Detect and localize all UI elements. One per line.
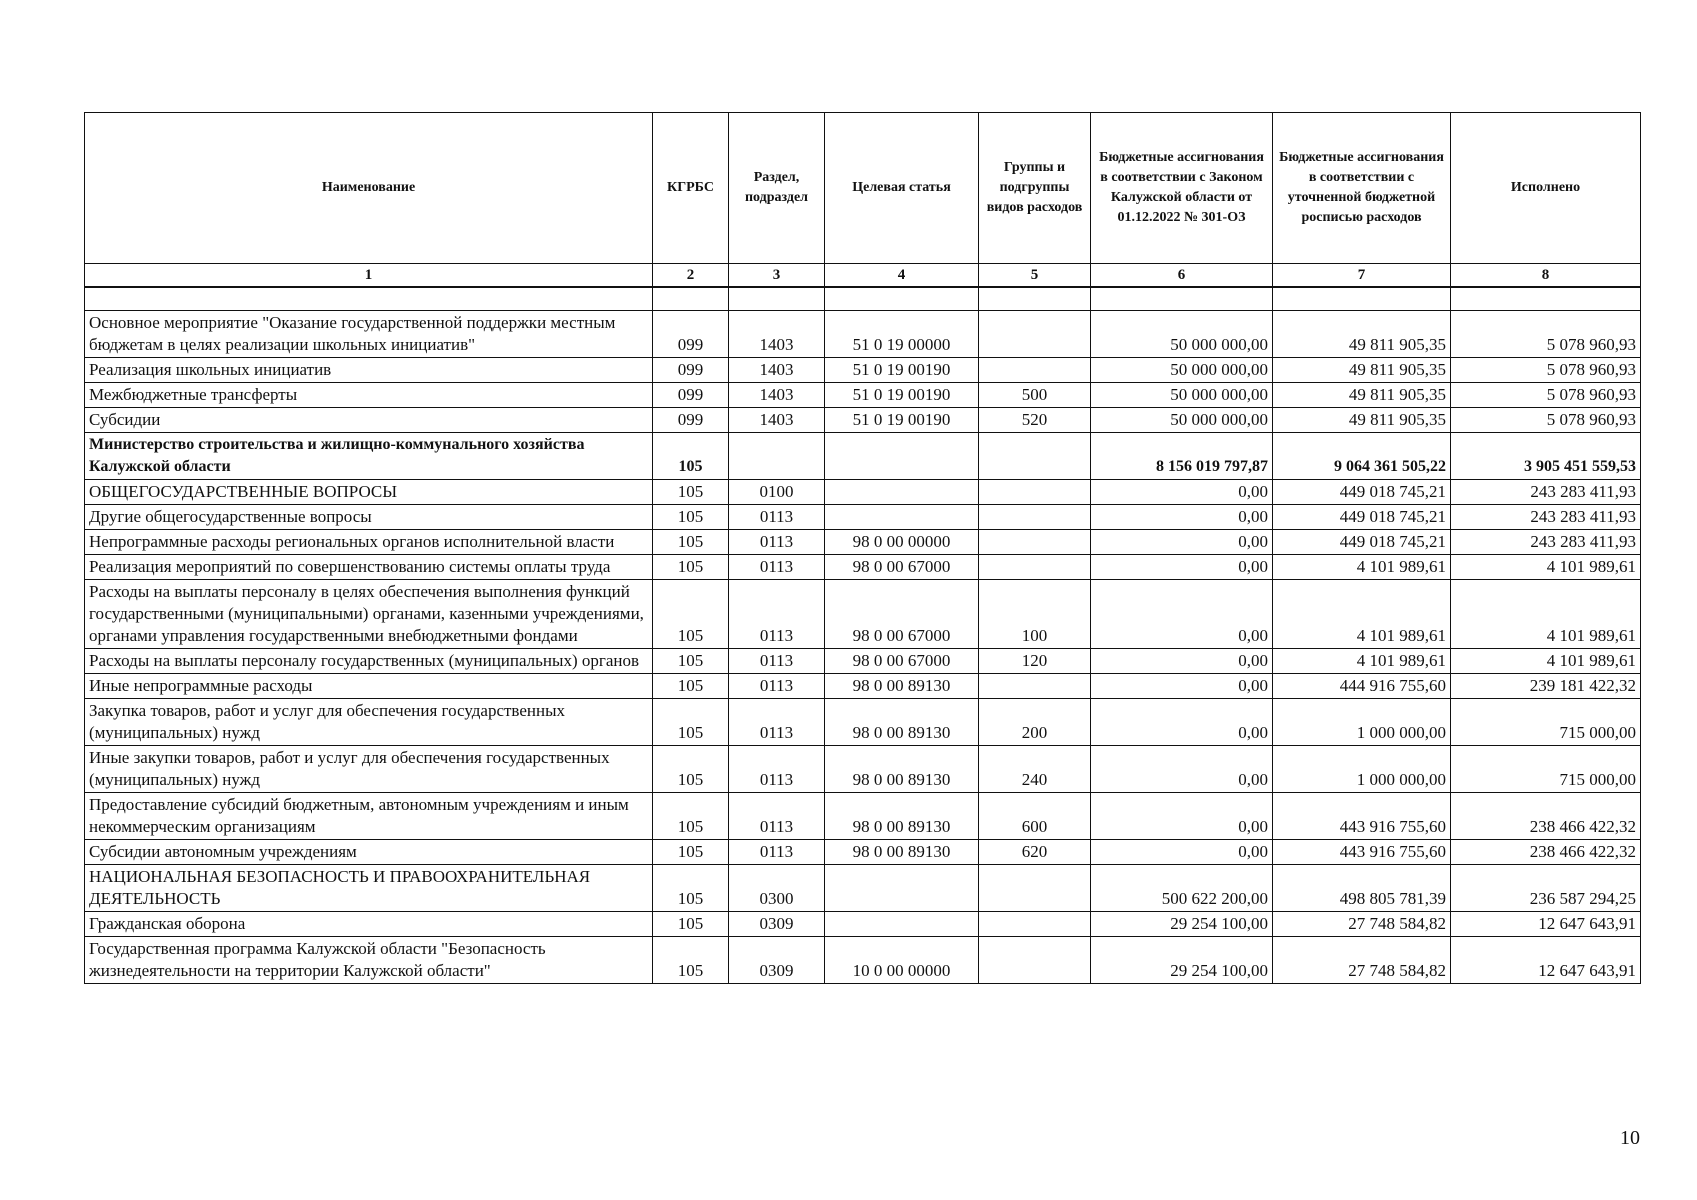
row-razdel: 0113 [729, 649, 825, 674]
row-expense-group: 620 [979, 840, 1091, 865]
row-law-allocation: 0,00 [1091, 746, 1273, 793]
row-refined-allocation: 9 064 361 505,22 [1273, 433, 1451, 480]
row-razdel: 0113 [729, 505, 825, 530]
column-number: 7 [1273, 264, 1451, 288]
row-kgrbs: 099 [653, 408, 729, 433]
row-law-allocation: 50 000 000,00 [1091, 358, 1273, 383]
row-name: ОБЩЕГОСУДАРСТВЕННЫЕ ВОПРОСЫ [85, 480, 653, 505]
row-expense-group: 600 [979, 793, 1091, 840]
row-refined-allocation: 27 748 584,82 [1273, 912, 1451, 937]
row-law-allocation: 0,00 [1091, 699, 1273, 746]
row-executed: 4 101 989,61 [1451, 649, 1641, 674]
row-target-article: 98 0 00 89130 [825, 674, 979, 699]
row-executed: 715 000,00 [1451, 699, 1641, 746]
row-razdel: 0113 [729, 555, 825, 580]
row-name: Непрограммные расходы региональных органов исполнительной власти [85, 530, 653, 555]
row-expense-group [979, 674, 1091, 699]
row-target-article [825, 912, 979, 937]
row-name: Реализация мероприятий по совершенствованию системы оплаты труда [85, 555, 653, 580]
row-expense-group [979, 865, 1091, 912]
row-refined-allocation: 4 101 989,61 [1273, 555, 1451, 580]
row-law-allocation: 0,00 [1091, 649, 1273, 674]
table-row [85, 530, 1641, 555]
row-kgrbs: 099 [653, 311, 729, 358]
row-name: Другие общегосударственные вопросы [85, 505, 653, 530]
column-number: 3 [729, 264, 825, 288]
header-name: Наименование [85, 113, 653, 264]
table-row [85, 865, 1641, 912]
row-target-article: 98 0 00 67000 [825, 580, 979, 649]
header-razdel: Раздел, подраздел [729, 113, 825, 264]
row-razdel: 0300 [729, 865, 825, 912]
row-expense-group: 200 [979, 699, 1091, 746]
table-row [85, 580, 1641, 649]
row-kgrbs: 105 [653, 505, 729, 530]
row-kgrbs: 099 [653, 358, 729, 383]
table-row [85, 793, 1641, 840]
row-target-article [825, 433, 979, 480]
spacer-row [85, 287, 1641, 311]
row-razdel: 0113 [729, 840, 825, 865]
table-row [85, 674, 1641, 699]
row-target-article: 10 0 00 00000 [825, 937, 979, 984]
row-name: Реализация школьных инициатив [85, 358, 653, 383]
table-row [85, 912, 1641, 937]
row-expense-group: 520 [979, 408, 1091, 433]
table-row [85, 480, 1641, 505]
row-executed: 5 078 960,93 [1451, 358, 1641, 383]
row-razdel: 0113 [729, 674, 825, 699]
header-refined-allocations: Бюджетные ассигнования в соответствии с уточненной бюджетной росписью расходов [1273, 113, 1451, 264]
row-target-article: 98 0 00 00000 [825, 530, 979, 555]
row-target-article: 51 0 19 00190 [825, 383, 979, 408]
table-row [85, 433, 1641, 480]
row-target-article [825, 865, 979, 912]
column-number: 8 [1451, 264, 1641, 288]
row-law-allocation: 0,00 [1091, 674, 1273, 699]
row-razdel: 0100 [729, 480, 825, 505]
row-razdel: 0113 [729, 530, 825, 555]
row-name: Иные непрограммные расходы [85, 674, 653, 699]
row-executed: 239 181 422,32 [1451, 674, 1641, 699]
row-law-allocation: 8 156 019 797,87 [1091, 433, 1273, 480]
table-row [85, 746, 1641, 793]
page-number: 10 [1620, 1127, 1640, 1149]
row-refined-allocation: 449 018 745,21 [1273, 480, 1451, 505]
row-executed: 4 101 989,61 [1451, 555, 1641, 580]
row-expense-group [979, 480, 1091, 505]
row-name: Иные закупки товаров, работ и услуг для обеспечения государственных (муниципальных) нужд [85, 746, 653, 793]
row-name: Закупка товаров, работ и услуг для обеспечения государственных (муниципальных) нужд [85, 699, 653, 746]
row-refined-allocation: 1 000 000,00 [1273, 699, 1451, 746]
row-refined-allocation: 449 018 745,21 [1273, 530, 1451, 555]
row-razdel: 1403 [729, 383, 825, 408]
row-law-allocation: 29 254 100,00 [1091, 937, 1273, 984]
table-row [85, 937, 1641, 984]
row-refined-allocation: 1 000 000,00 [1273, 746, 1451, 793]
header-law-allocations: Бюджетные ассигнования в соответствии с Законом Калужской области от 01.12.2022 № 301-ОЗ [1091, 113, 1273, 264]
row-razdel: 0113 [729, 746, 825, 793]
row-kgrbs: 105 [653, 912, 729, 937]
row-refined-allocation: 49 811 905,35 [1273, 383, 1451, 408]
row-expense-group [979, 937, 1091, 984]
row-expense-group [979, 505, 1091, 530]
row-target-article: 51 0 19 00190 [825, 408, 979, 433]
row-executed: 715 000,00 [1451, 746, 1641, 793]
row-target-article: 98 0 00 89130 [825, 699, 979, 746]
row-razdel [729, 433, 825, 480]
row-law-allocation: 0,00 [1091, 480, 1273, 505]
row-name: Министерство строительства и жилищно-коммунального хозяйства Калужской области [85, 433, 653, 480]
header-row [85, 113, 1641, 264]
row-law-allocation: 0,00 [1091, 793, 1273, 840]
column-number: 1 [85, 264, 653, 288]
row-executed: 5 078 960,93 [1451, 408, 1641, 433]
row-name: Основное мероприятие "Оказание государственной поддержки местным бюджетам в целях реализации школьных инициатив" [85, 311, 653, 358]
row-law-allocation: 50 000 000,00 [1091, 408, 1273, 433]
row-law-allocation: 0,00 [1091, 555, 1273, 580]
row-refined-allocation: 498 805 781,39 [1273, 865, 1451, 912]
row-law-allocation: 29 254 100,00 [1091, 912, 1273, 937]
row-refined-allocation: 27 748 584,82 [1273, 937, 1451, 984]
column-number: 6 [1091, 264, 1273, 288]
row-executed: 238 466 422,32 [1451, 793, 1641, 840]
table-row [85, 699, 1641, 746]
row-law-allocation: 50 000 000,00 [1091, 311, 1273, 358]
row-refined-allocation: 4 101 989,61 [1273, 580, 1451, 649]
row-executed: 3 905 451 559,53 [1451, 433, 1641, 480]
table-row [85, 383, 1641, 408]
row-kgrbs: 105 [653, 674, 729, 699]
row-law-allocation: 0,00 [1091, 840, 1273, 865]
row-refined-allocation: 443 916 755,60 [1273, 793, 1451, 840]
row-name: Межбюджетные трансферты [85, 383, 653, 408]
row-name: Гражданская оборона [85, 912, 653, 937]
row-kgrbs: 105 [653, 937, 729, 984]
row-razdel: 0113 [729, 793, 825, 840]
row-razdel: 0309 [729, 937, 825, 984]
row-name: НАЦИОНАЛЬНАЯ БЕЗОПАСНОСТЬ И ПРАВООХРАНИТЕЛЬНАЯ ДЕЯТЕЛЬНОСТЬ [85, 865, 653, 912]
row-razdel: 0309 [729, 912, 825, 937]
row-razdel: 0113 [729, 580, 825, 649]
table-row [85, 505, 1641, 530]
row-law-allocation: 500 622 200,00 [1091, 865, 1273, 912]
row-expense-group: 500 [979, 383, 1091, 408]
row-razdel: 1403 [729, 358, 825, 383]
row-executed: 236 587 294,25 [1451, 865, 1641, 912]
row-kgrbs: 105 [653, 555, 729, 580]
row-target-article: 51 0 19 00190 [825, 358, 979, 383]
row-expense-group [979, 912, 1091, 937]
column-number-row [85, 264, 1641, 288]
row-expense-group [979, 358, 1091, 383]
row-law-allocation: 0,00 [1091, 530, 1273, 555]
budget-table [84, 112, 1641, 984]
row-kgrbs: 105 [653, 840, 729, 865]
header-expense-group: Группы и подгруппы видов расходов [979, 113, 1091, 264]
row-name: Субсидии автономным учреждениям [85, 840, 653, 865]
row-kgrbs: 105 [653, 530, 729, 555]
row-executed: 243 283 411,93 [1451, 505, 1641, 530]
column-number: 5 [979, 264, 1091, 288]
row-expense-group [979, 311, 1091, 358]
row-kgrbs: 105 [653, 865, 729, 912]
row-refined-allocation: 4 101 989,61 [1273, 649, 1451, 674]
row-kgrbs: 105 [653, 699, 729, 746]
row-expense-group [979, 433, 1091, 480]
row-target-article: 98 0 00 67000 [825, 649, 979, 674]
row-executed: 12 647 643,91 [1451, 912, 1641, 937]
row-kgrbs: 105 [653, 746, 729, 793]
row-target-article [825, 505, 979, 530]
row-target-article: 51 0 19 00000 [825, 311, 979, 358]
table-body [85, 287, 1641, 984]
row-target-article: 98 0 00 67000 [825, 555, 979, 580]
row-law-allocation: 0,00 [1091, 580, 1273, 649]
column-number: 2 [653, 264, 729, 288]
row-target-article: 98 0 00 89130 [825, 746, 979, 793]
row-kgrbs: 105 [653, 480, 729, 505]
table-row [85, 358, 1641, 383]
row-expense-group [979, 530, 1091, 555]
row-refined-allocation: 449 018 745,21 [1273, 505, 1451, 530]
row-name: Субсидии [85, 408, 653, 433]
header-kgrbs: КГРБС [653, 113, 729, 264]
row-kgrbs: 105 [653, 580, 729, 649]
row-kgrbs: 105 [653, 649, 729, 674]
row-name: Расходы на выплаты персоналу в целях обеспечения выполнения функций государственными (муниципальными) органами, казенными учреждениями, органами управления государственными внебюджетными фондами [85, 580, 653, 649]
table-row [85, 311, 1641, 358]
row-refined-allocation: 49 811 905,35 [1273, 358, 1451, 383]
row-razdel: 1403 [729, 311, 825, 358]
row-expense-group: 100 [979, 580, 1091, 649]
row-razdel: 0113 [729, 699, 825, 746]
row-refined-allocation: 49 811 905,35 [1273, 408, 1451, 433]
table-row [85, 408, 1641, 433]
row-executed: 5 078 960,93 [1451, 311, 1641, 358]
row-kgrbs: 105 [653, 793, 729, 840]
row-executed: 243 283 411,93 [1451, 530, 1641, 555]
row-law-allocation: 50 000 000,00 [1091, 383, 1273, 408]
row-expense-group: 120 [979, 649, 1091, 674]
row-expense-group: 240 [979, 746, 1091, 793]
row-refined-allocation: 443 916 755,60 [1273, 840, 1451, 865]
row-kgrbs: 105 [653, 433, 729, 480]
column-number: 4 [825, 264, 979, 288]
row-name: Предоставление субсидий бюджетным, автономным учреждениям и иным некоммерческим организациям [85, 793, 653, 840]
table-row [85, 555, 1641, 580]
header-target-article: Целевая статья [825, 113, 979, 264]
row-kgrbs: 099 [653, 383, 729, 408]
row-executed: 243 283 411,93 [1451, 480, 1641, 505]
row-name: Государственная программа Калужской области "Безопасность жизнедеятельности на территории Калужской области" [85, 937, 653, 984]
row-executed: 4 101 989,61 [1451, 580, 1641, 649]
table-row [85, 649, 1641, 674]
row-executed: 5 078 960,93 [1451, 383, 1641, 408]
row-target-article [825, 480, 979, 505]
row-target-article: 98 0 00 89130 [825, 793, 979, 840]
row-refined-allocation: 49 811 905,35 [1273, 311, 1451, 358]
row-law-allocation: 0,00 [1091, 505, 1273, 530]
row-name: Расходы на выплаты персоналу государственных (муниципальных) органов [85, 649, 653, 674]
table-row [85, 840, 1641, 865]
header-executed: Исполнено [1451, 113, 1641, 264]
row-executed: 12 647 643,91 [1451, 937, 1641, 984]
row-refined-allocation: 444 916 755,60 [1273, 674, 1451, 699]
row-target-article: 98 0 00 89130 [825, 840, 979, 865]
row-executed: 238 466 422,32 [1451, 840, 1641, 865]
budget-table-sheet [84, 112, 1640, 984]
row-expense-group [979, 555, 1091, 580]
row-razdel: 1403 [729, 408, 825, 433]
